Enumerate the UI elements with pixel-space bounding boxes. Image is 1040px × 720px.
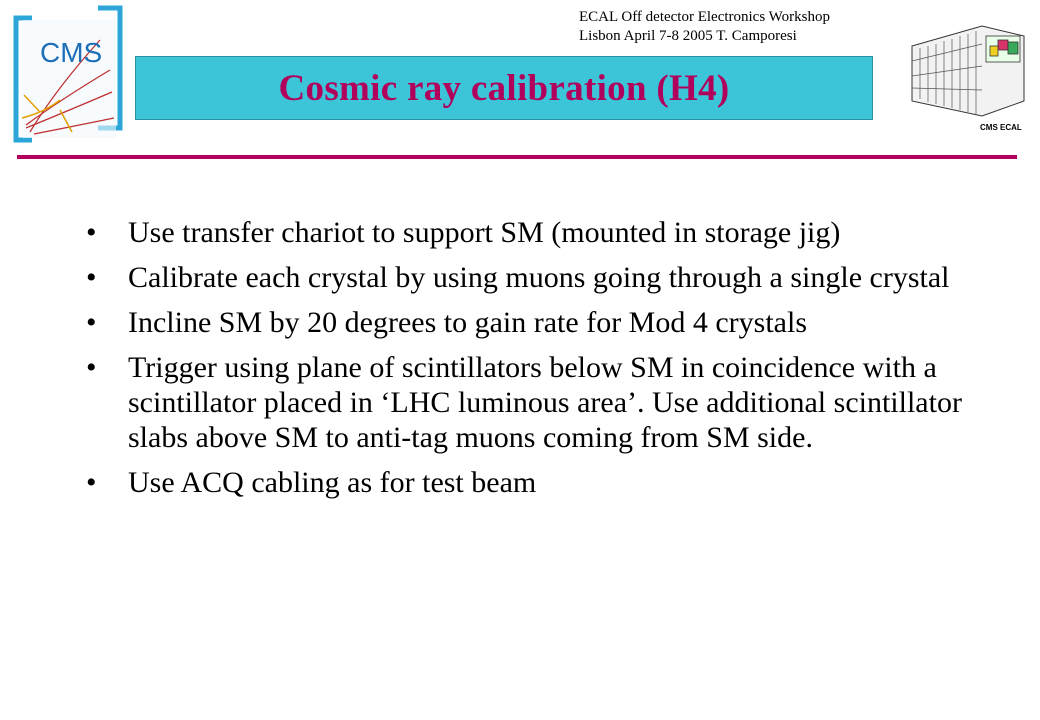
list-item [86, 260, 966, 295]
header-note-line1: ECAL Off detector Electronics Workshop [579, 9, 830, 25]
page-title: Cosmic ray calibration (H4) [278, 67, 730, 109]
bullet-marker: • [86, 351, 97, 384]
bullet-marker: • [86, 466, 97, 499]
title-divider [17, 155, 1017, 159]
list-item [86, 305, 966, 340]
bullet-text: Use ACQ cabling as for test beam [128, 466, 537, 499]
bullet-marker: • [86, 216, 97, 249]
header-note [579, 8, 909, 46]
list-item [86, 465, 966, 500]
bullet-list [86, 215, 966, 510]
bullet-text: Incline SM by 20 degrees to gain rate for Mod 4 crystals [128, 306, 807, 339]
title-banner [135, 56, 873, 120]
bullet-text: Use transfer chariot to support SM (mounted in storage jig) [128, 216, 841, 249]
ecal-barrel-illustration [902, 6, 1032, 138]
list-item [86, 215, 966, 250]
bullet-marker: • [86, 261, 97, 294]
header-note-line2: Lisbon April 7-8 2005 T. Camporesi [579, 28, 797, 44]
logo-text: CMS [40, 37, 103, 68]
bullet-text: Trigger using plane of scintillators below SM in coincidence with a scintillator placed in ‘LHC luminous area’. Use additional scintillator slabs above SM to anti-tag muons coming from SM side. [128, 351, 962, 454]
bullet-marker: • [86, 306, 97, 339]
barrel-caption: CMS ECAL [980, 123, 1022, 132]
bullet-text: Calibrate each crystal by using muons going through a single crystal [128, 261, 950, 294]
list-item [86, 350, 966, 455]
cms-logo [0, 0, 130, 160]
